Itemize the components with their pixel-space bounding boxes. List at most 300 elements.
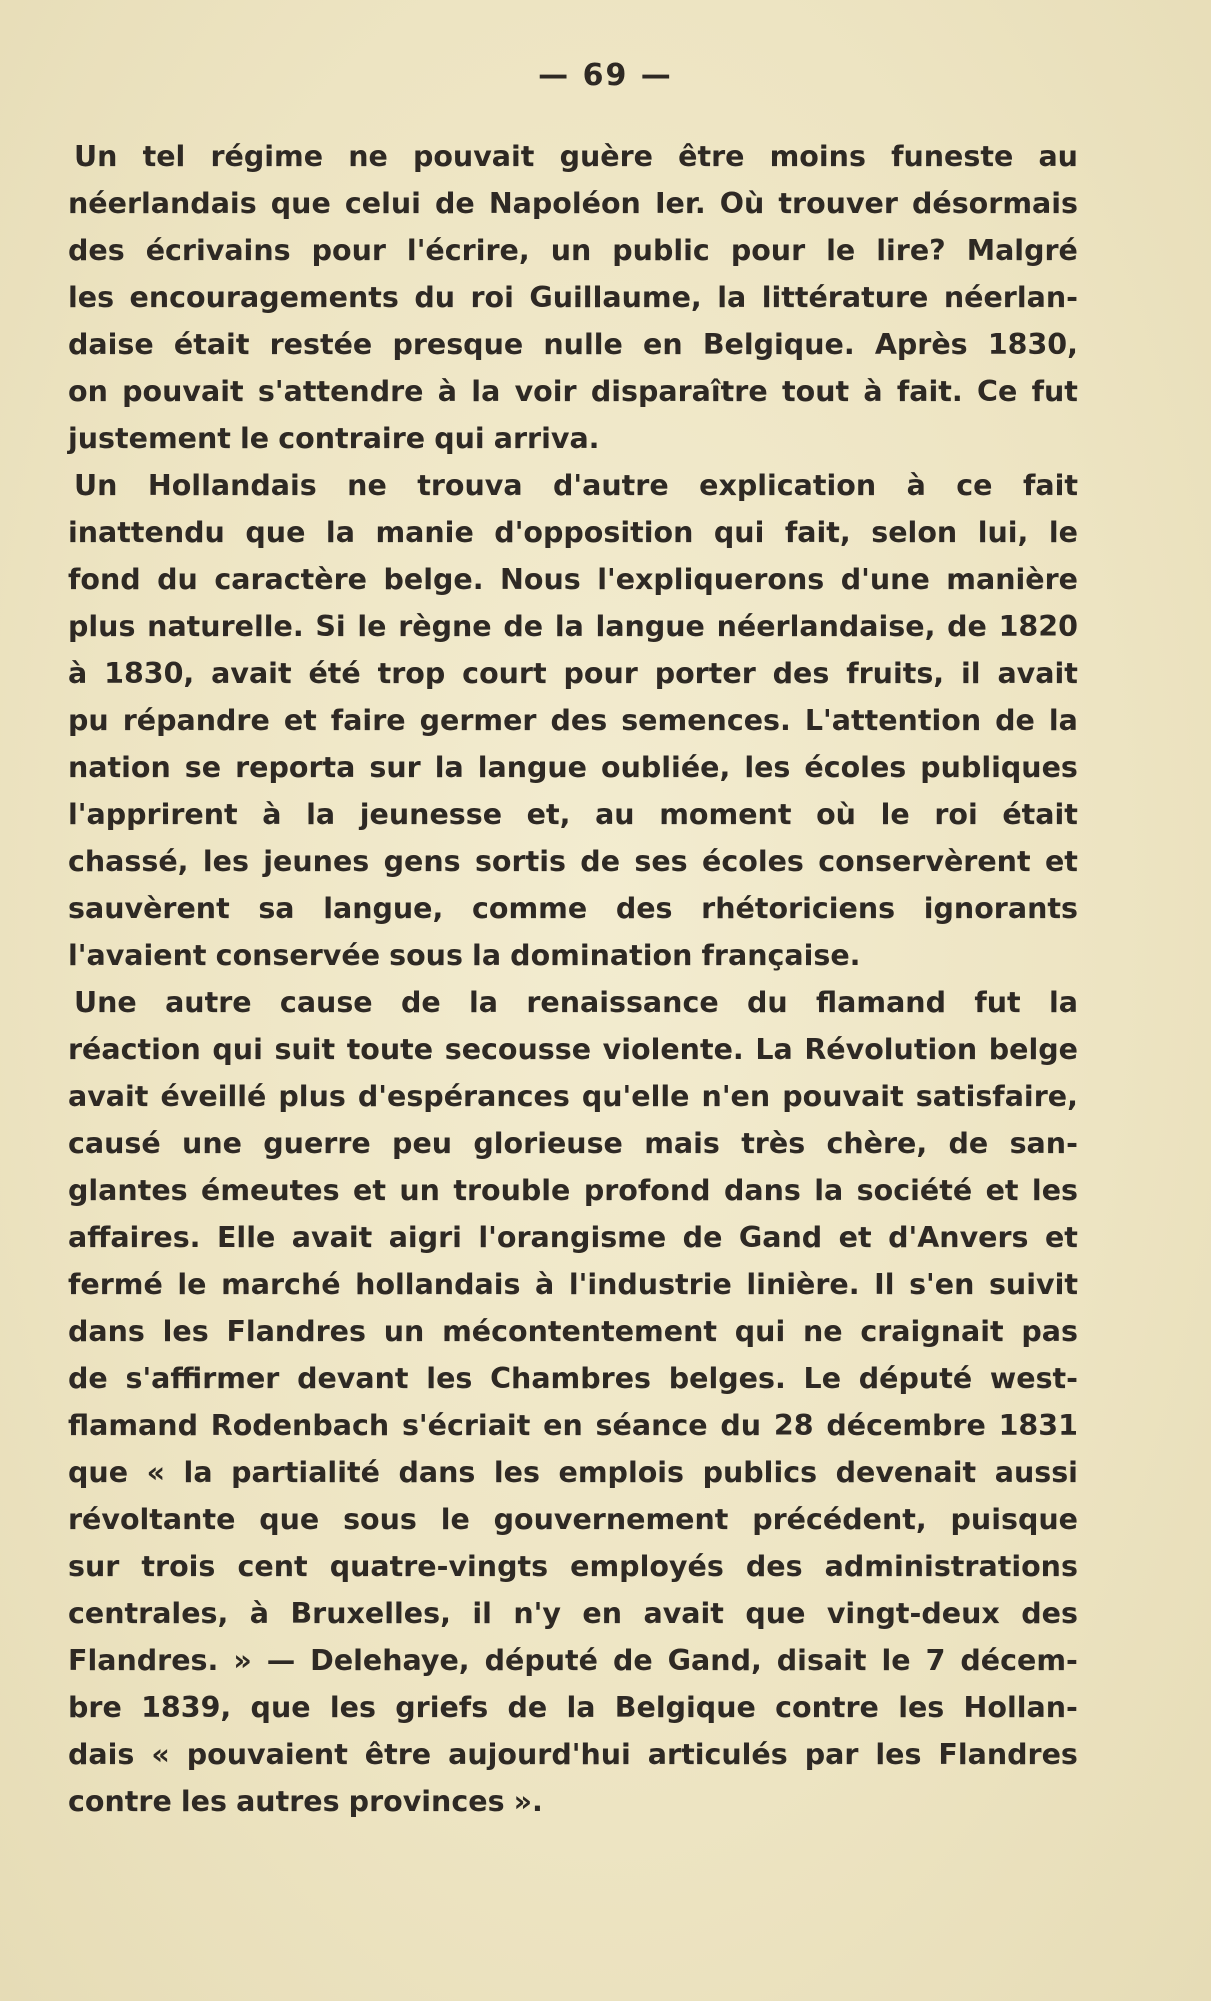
word: et xyxy=(985,1174,1019,1207)
word: Flandres xyxy=(938,1738,1078,1771)
word: restée xyxy=(269,328,373,361)
word: funeste xyxy=(891,140,1014,173)
word: le xyxy=(177,1268,207,1301)
word: griefs xyxy=(395,1691,489,1724)
word: germer xyxy=(419,704,537,737)
text-line xyxy=(68,650,1078,697)
word: du xyxy=(720,1409,762,1442)
word: Après xyxy=(874,328,968,361)
word: Gand xyxy=(738,1221,823,1254)
word: 1839, xyxy=(141,1691,232,1724)
text-line xyxy=(68,1214,1078,1261)
word: se xyxy=(184,751,222,784)
word: la xyxy=(183,1456,213,1489)
word: Un xyxy=(74,140,118,173)
word: craignait xyxy=(860,1315,1004,1348)
word: la xyxy=(814,1174,844,1207)
word: Nous xyxy=(500,563,581,596)
word: disparaître xyxy=(590,375,768,408)
text-line xyxy=(68,556,1078,603)
word: langue xyxy=(477,751,588,784)
word: avait xyxy=(68,1080,149,1113)
word: « xyxy=(151,1738,170,1771)
word: ses xyxy=(634,845,688,878)
word: député xyxy=(858,1362,973,1395)
word: au xyxy=(595,798,635,831)
word: les xyxy=(180,1785,227,1818)
word: avait xyxy=(643,1597,724,1630)
text-line xyxy=(68,1684,1078,1731)
word: règne xyxy=(398,610,492,643)
word: précédent, xyxy=(752,1503,927,1536)
word: ce xyxy=(956,469,993,502)
text-line xyxy=(68,838,1078,885)
word: les xyxy=(493,1456,540,1489)
word: que xyxy=(245,516,306,549)
word: la xyxy=(306,798,336,831)
word: oubliée, xyxy=(601,751,731,784)
word: être xyxy=(364,1738,432,1771)
word: du xyxy=(414,281,456,314)
word: Delehaye, xyxy=(310,1644,470,1677)
word: du xyxy=(157,563,198,596)
word: cause xyxy=(279,986,373,1019)
word: marché xyxy=(221,1268,341,1301)
word: que xyxy=(745,1597,806,1630)
word: pouvait xyxy=(412,140,535,173)
word: Hollan- xyxy=(963,1691,1078,1724)
word: des xyxy=(745,1550,803,1583)
word: Il xyxy=(874,1268,895,1301)
word: domination xyxy=(510,939,693,972)
word: sauvèrent xyxy=(68,892,230,925)
word: emplois xyxy=(558,1456,685,1489)
word: Hollandais xyxy=(147,469,317,502)
word: fait. xyxy=(896,375,963,408)
word: 7 xyxy=(925,1644,946,1677)
word: à xyxy=(437,375,458,408)
word: en xyxy=(582,1597,623,1630)
word: pour xyxy=(311,234,386,267)
word: conservèrent xyxy=(818,845,1031,878)
word: gens xyxy=(383,845,461,878)
word: le xyxy=(880,798,910,831)
word: les xyxy=(162,1315,209,1348)
word: satisfaire, xyxy=(915,1080,1078,1113)
word: fait, xyxy=(784,516,851,549)
word: mécontentement xyxy=(442,1315,717,1348)
word: affaires. xyxy=(68,1221,201,1254)
word: dans xyxy=(68,1315,145,1348)
word: « xyxy=(146,1456,165,1489)
page-number: — 69 — xyxy=(538,58,673,93)
word: 1830, xyxy=(104,657,195,690)
word: la xyxy=(566,1691,596,1724)
word: les xyxy=(1031,1174,1078,1207)
word: renaissance xyxy=(526,986,719,1019)
word: langue xyxy=(595,610,705,643)
word: le xyxy=(1048,516,1078,549)
word: conservée xyxy=(215,939,381,972)
word: chassé, xyxy=(68,845,189,878)
word: L'attention xyxy=(804,704,982,737)
word: contraire xyxy=(278,422,426,455)
word: comme xyxy=(471,892,588,925)
word: dais xyxy=(68,1738,135,1771)
word: le xyxy=(240,422,270,455)
word: sous xyxy=(343,1503,417,1536)
word: d'espérances xyxy=(357,1080,570,1113)
word: tel xyxy=(142,140,186,173)
word: Le xyxy=(803,1362,842,1395)
word: nulle xyxy=(543,328,623,361)
word: de xyxy=(995,704,1035,737)
word: provinces xyxy=(348,1785,505,1818)
word: l'orangisme xyxy=(478,1221,667,1254)
word: était xyxy=(173,328,250,361)
word: la xyxy=(469,986,499,1019)
word: répandre xyxy=(122,704,270,737)
word: des xyxy=(550,704,608,737)
word: n'y xyxy=(513,1597,561,1630)
word: un xyxy=(550,234,592,267)
word: néerlan- xyxy=(943,281,1078,314)
text-line xyxy=(68,274,1078,321)
word: ignorants xyxy=(923,892,1078,925)
word: toute xyxy=(346,1033,434,1066)
word: presque xyxy=(392,328,524,361)
word: 28 xyxy=(773,1409,814,1442)
word: et xyxy=(283,704,317,737)
word: aigri xyxy=(388,1221,462,1254)
word: » xyxy=(233,1644,252,1677)
word: qui xyxy=(713,516,765,549)
word: west- xyxy=(989,1362,1078,1395)
text-line xyxy=(68,415,1078,462)
word: pu xyxy=(68,704,109,737)
word: lui, xyxy=(977,516,1029,549)
word: Elle xyxy=(216,1221,276,1254)
word: vingt-deux xyxy=(826,1597,1000,1630)
word: faire xyxy=(330,704,406,737)
word: centrales, xyxy=(68,1597,229,1630)
word: moins xyxy=(769,140,866,173)
paragraph xyxy=(68,979,1078,1825)
word: avait xyxy=(997,657,1078,690)
word: été xyxy=(308,657,361,690)
word: Malgré xyxy=(966,234,1078,267)
text-line xyxy=(68,1637,1078,1684)
word: du xyxy=(747,986,788,1019)
word: trouble xyxy=(453,1174,571,1207)
word: mais xyxy=(644,1127,720,1160)
word: hollandais xyxy=(355,1268,521,1301)
word: l'écrire, xyxy=(406,234,530,267)
text-line xyxy=(68,1073,1078,1120)
word: Ier. xyxy=(654,187,706,220)
word: de xyxy=(68,1362,108,1395)
word: révoltante xyxy=(68,1503,236,1536)
word: reporta xyxy=(235,751,356,784)
word: 1830, xyxy=(987,328,1078,361)
word: devenait xyxy=(835,1456,977,1489)
word: ». xyxy=(513,1785,543,1818)
word: n'en xyxy=(701,1080,771,1113)
word: Gand, xyxy=(667,1644,762,1677)
word: de xyxy=(507,1691,548,1724)
word: guère xyxy=(559,140,653,173)
text-line xyxy=(68,368,1078,415)
word: d'Anvers xyxy=(888,1221,1029,1254)
word: pouvait xyxy=(782,1080,904,1113)
word: puisque xyxy=(950,1503,1078,1536)
word: à xyxy=(535,1268,555,1301)
word: Belgique xyxy=(614,1691,756,1724)
word: fruits, xyxy=(846,657,945,690)
word: s'écriait xyxy=(401,1409,531,1442)
word: lire? xyxy=(876,234,946,267)
word: roi xyxy=(470,281,514,314)
word: des xyxy=(68,234,125,267)
word: 1820 xyxy=(998,610,1078,643)
word: que xyxy=(270,187,331,220)
word: plus xyxy=(68,610,136,643)
text-line xyxy=(68,1026,1078,1073)
word: l'expliquerons xyxy=(597,563,825,596)
text-line xyxy=(68,603,1078,650)
word: belges. xyxy=(668,1362,786,1395)
word: quatre-vingts xyxy=(329,1550,549,1583)
word: d'autre xyxy=(553,469,669,502)
word: en xyxy=(543,1409,583,1442)
word: la xyxy=(1048,986,1078,1019)
word: sur xyxy=(68,1550,120,1583)
word: plus xyxy=(278,1080,346,1113)
word: la xyxy=(472,939,502,972)
word: décem- xyxy=(960,1644,1078,1677)
word: profond xyxy=(583,1174,711,1207)
word: où xyxy=(816,798,856,831)
word: avait xyxy=(291,1221,373,1254)
word: écrivains xyxy=(145,234,291,267)
word: langue, xyxy=(323,892,444,925)
word: les xyxy=(426,1362,473,1395)
word: qui xyxy=(734,1315,786,1348)
word: d'opposition xyxy=(494,516,694,549)
word: éveillé xyxy=(160,1080,267,1113)
word: disait xyxy=(776,1644,867,1677)
text-line xyxy=(68,1449,1078,1496)
word: public xyxy=(612,234,710,267)
word: s'affirmer xyxy=(125,1362,280,1395)
word: Chambres xyxy=(490,1362,651,1395)
word: pouvaient xyxy=(186,1738,348,1771)
word: nation xyxy=(68,751,171,784)
text-line xyxy=(68,1543,1078,1590)
word: Belgique. xyxy=(702,328,855,361)
word: avait xyxy=(211,657,292,690)
word: administrations xyxy=(824,1550,1078,1583)
word: justement xyxy=(68,422,231,455)
word: dans xyxy=(723,1174,801,1207)
word: secousse xyxy=(444,1033,592,1066)
word: aussi xyxy=(994,1456,1078,1489)
word: la xyxy=(434,751,464,784)
word: tout xyxy=(781,375,850,408)
text-line xyxy=(68,932,1078,979)
word: le xyxy=(357,610,387,643)
text-line xyxy=(68,744,1078,791)
word: moment xyxy=(659,798,792,831)
word: que xyxy=(259,1503,320,1536)
word: Où xyxy=(719,187,765,220)
word: Bruxelles, xyxy=(290,1597,451,1630)
word: pour xyxy=(730,234,806,267)
word: voir xyxy=(514,375,577,408)
paragraph xyxy=(68,462,1078,979)
word: que xyxy=(250,1691,311,1724)
word: contre xyxy=(68,1785,172,1818)
word: décembre xyxy=(826,1409,986,1442)
word: manière xyxy=(946,563,1078,596)
word: trouver xyxy=(778,187,898,220)
word: l'avaient xyxy=(68,939,207,972)
word: suit xyxy=(274,1033,336,1066)
word: régime xyxy=(210,140,324,173)
text-line xyxy=(68,462,1078,509)
word: d'une xyxy=(840,563,930,596)
word: La xyxy=(755,1033,793,1066)
word: le xyxy=(881,1644,911,1677)
word: les xyxy=(875,1738,922,1771)
word: émeutes xyxy=(201,1174,340,1207)
word: un xyxy=(399,1174,440,1207)
word: gouvernement xyxy=(493,1503,729,1536)
text-line xyxy=(68,1120,1078,1167)
word: à xyxy=(262,798,282,831)
word: les xyxy=(329,1691,376,1724)
word: pour xyxy=(563,657,638,690)
word: sur xyxy=(369,751,421,784)
word: san- xyxy=(1009,1127,1078,1160)
word: fut xyxy=(1031,375,1078,408)
paragraph xyxy=(68,133,1078,462)
word: arriva. xyxy=(493,422,600,455)
word: celui xyxy=(344,187,421,220)
word: jeunes xyxy=(263,845,370,878)
text-line xyxy=(68,321,1078,368)
word: glantes xyxy=(68,1174,188,1207)
word: trois xyxy=(141,1550,216,1583)
word: française. xyxy=(701,939,861,972)
word: aujourd'hui xyxy=(448,1738,631,1771)
word: et xyxy=(1044,1221,1078,1254)
word: néerlandaise, xyxy=(716,610,936,643)
word: des xyxy=(615,892,673,925)
word: désormais xyxy=(911,187,1078,220)
word: flamand xyxy=(816,986,946,1019)
word: de xyxy=(948,1127,989,1160)
word: Une xyxy=(74,986,137,1019)
word: de xyxy=(435,187,475,220)
text-line xyxy=(68,1261,1078,1308)
text-line xyxy=(68,133,1078,180)
word: écoles xyxy=(702,845,804,878)
text-line xyxy=(68,1355,1078,1402)
word: des xyxy=(1021,1597,1078,1630)
word: sous xyxy=(389,939,463,972)
word: guerre xyxy=(263,1127,371,1160)
word: la xyxy=(471,375,501,408)
text-line xyxy=(68,1496,1078,1543)
word: pouvait xyxy=(122,375,244,408)
word: réaction xyxy=(68,1033,201,1066)
text-line xyxy=(68,1731,1078,1778)
word: s'en xyxy=(909,1268,975,1301)
word: roi xyxy=(934,798,978,831)
word: à xyxy=(863,375,883,408)
word: l'apprirent xyxy=(68,798,238,831)
word: suivit xyxy=(988,1268,1078,1301)
word: Flandres xyxy=(226,1315,366,1348)
word: était xyxy=(1002,798,1078,831)
word: fond xyxy=(68,563,141,596)
word: jeunesse xyxy=(359,798,503,831)
word: on xyxy=(68,375,108,408)
word: ne xyxy=(347,469,387,502)
word: écoles xyxy=(804,751,907,784)
word: violente. xyxy=(602,1033,744,1066)
word: chère, xyxy=(826,1127,928,1160)
text-line xyxy=(68,1167,1078,1214)
word: caractère xyxy=(214,563,367,596)
word: porter xyxy=(654,657,756,690)
word: et xyxy=(1044,845,1078,878)
word: naturelle. xyxy=(147,610,304,643)
word: le xyxy=(826,234,856,267)
word: qu'elle xyxy=(581,1080,690,1113)
word: fut xyxy=(974,986,1021,1019)
word: dans xyxy=(398,1456,476,1489)
word: de xyxy=(682,1221,723,1254)
word: littérature xyxy=(761,281,929,314)
word: une xyxy=(182,1127,242,1160)
word: daise xyxy=(68,328,154,361)
word: manie xyxy=(375,516,474,549)
word: les xyxy=(202,845,249,878)
word: belge xyxy=(988,1033,1078,1066)
word: selon xyxy=(871,516,958,549)
word: publics xyxy=(702,1456,818,1489)
word: la xyxy=(717,281,747,314)
word: articulés xyxy=(647,1738,788,1771)
word: explication xyxy=(699,469,877,502)
word: cent xyxy=(237,1550,308,1583)
word: pas xyxy=(1021,1315,1078,1348)
text-line xyxy=(68,697,1078,744)
word: un xyxy=(383,1315,425,1348)
text-line xyxy=(68,1778,1078,1825)
word: Ce xyxy=(977,375,1018,408)
word: peu xyxy=(392,1127,453,1160)
word: de xyxy=(503,610,544,643)
word: et xyxy=(838,1221,872,1254)
word: député xyxy=(484,1644,598,1677)
word: la xyxy=(325,516,355,549)
word: les xyxy=(68,281,115,314)
word: Flandres. xyxy=(68,1644,219,1677)
word: ne xyxy=(348,140,388,173)
